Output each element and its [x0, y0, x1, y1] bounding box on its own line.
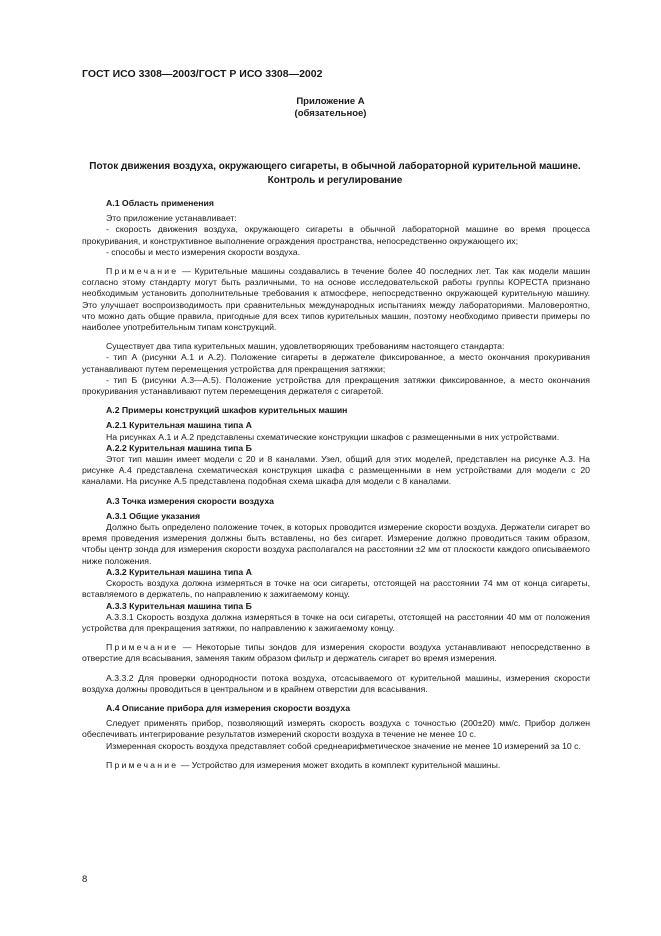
a1-types-intro: Существует два типа курительных машин, удовлетворяющих требованиям настоящего стандарта:: [106, 341, 505, 352]
a1-item1: - скорость движения воздуха, окружающего сигареты в обычной лабораторной машине во время процесса прокуривания, и конструктивное выполнение ограждения пространства, непосредственно окружающего их;: [82, 224, 590, 246]
note-text: — Устройство для измерения может входить в комплект курительной машины.: [178, 759, 501, 770]
a3-2-text: Скорость воздуха должна измеряться в точке на оси сигареты, отстоящей на расстоянии 74 мм от конца сигареты, вставляемого в держатель, по направлению к зажигаемому концу.: [82, 578, 590, 600]
section-a4-heading: А.4 Описание прибора для измерения скорости воздуха: [106, 702, 351, 713]
note-label: Примечание: [106, 759, 179, 770]
a4-p2: Измеренная скорость воздуха представляет собой среднеарифметическое значение не менее 10 измерений за 10 с.: [106, 740, 581, 751]
annex-title-line2: Контроль и регулирование: [267, 175, 403, 186]
a3-3-1-text: А.3.3.1 Скорость воздуха должна измеряться в точке на оси сигареты, отстоящей на расстоянии 40 мм от положения устройства для прекращения затяжки, по направлению к зажигаемому концу.: [82, 611, 590, 633]
a2-1-heading: А.2.1 Курительная машина типа А: [106, 420, 252, 431]
section-a1-heading: А.1 Область применения: [106, 198, 214, 208]
document-body: [82, 198, 590, 771]
note-label: Примечание: [106, 642, 179, 653]
a2-2-heading: А.2.2 Курительная машина типа Б: [106, 442, 252, 453]
annex-title-line1: Поток движения воздуха, окружающего сигареты, в обычной лабораторной курительной машине.: [89, 161, 581, 172]
a2-2-text: Этот тип машин имеет модели с 20 и 8 каналами. Узел, общий для этих моделей, представлен на рисунке А.3. На рисунке А.4 представлена схематическая конструкция шкафа с размещенными в нем устройствами для модели с 20 каналами. На рисунке А.5 представлена подобная схема шкафа для модели с 8 каналами.: [82, 454, 590, 487]
a1-intro: Это приложение устанавливает:: [106, 213, 237, 224]
note-label: Примечание: [106, 266, 179, 277]
a3-2-heading: А.3.2 Курительная машина типа А: [106, 566, 252, 577]
a1-note: [82, 266, 590, 333]
note-text: — Некоторые типы зондов для измерения скорости воздуха устанавливают непосредственно в отверстие для всасывания, заменяя таким образом фильтр и держатель сигарет во время измерения.: [82, 642, 590, 664]
a4-note: [82, 760, 590, 771]
annex-label: Приложение А: [296, 96, 365, 107]
annex-status: (обязательное): [294, 108, 367, 119]
note-text: — Курительные машины создавались в течение более 40 последних лет. Так как модели машин согласно этому стандарту могут быть различными, то на основе исследовательской работы группы КОРЕСТА признано необходимым установить дополнительные требования к атмосфере, непосредственно окружающей курительную машину. Это улучшает воспроизводимость при сравнительных международных испытаниях между лабораториями. Маловероятно, что можно дать общие правила, пригодные для всех типов курительных машин, поэтому необходимо привести примеры по наиболее употребительным типам конструкций.: [82, 266, 590, 333]
a1-type-a: - тип А (рисунки А.1 и А.2). Положение сигареты в держателе фиксированное, а место окончания прокуривания устанавливают путем перемещения устройства для прекращения затяжки;: [82, 352, 590, 374]
a2-1-text: На рисунках А.1 и А.2 представлены схематические конструкции шкафов с размещенными в них устройствами.: [106, 431, 560, 442]
section-a3-heading: А.3 Точка измерения скорости воздуха: [106, 495, 274, 506]
a3-1-text: Должно быть определено положение точек, в которых проводится измерение скорости воздуха. Держатели сигарет во время проведения измерения должны быть вставлены, но без сигарет. Измерение должно проводиться таким образом, чтобы центр зонда для измерения скорости воздуха располагался на расстоянии ±2 мм от плоскости каждого описываемого ниже положения.: [82, 522, 590, 566]
section-a2-heading: А.2 Примеры конструкций шкафов курительных машин: [106, 405, 348, 416]
a3-3-heading: А.3.3 Курительная машина типа Б: [106, 600, 252, 611]
a1-type-b: - тип Б (рисунки А.3—А.5). Положение устройства для прекращения затяжки фиксированное, а место окончания прокуривания устанавливают путем перемещения держателя с сигаретой.: [82, 374, 590, 397]
a3-3-2-text: А.3.3.2 Для проверки однородности потока воздуха, отсасываемого от курительной машины, измерения скорости воздуха должны проводиться в центральном и в крайнем отверстии для всасывания.: [82, 672, 590, 694]
document-header: ГОСТ ИСО 3308—2003/ГОСТ Р ИСО 3308—2002: [82, 68, 323, 80]
a4-p1: Следует применять прибор, позволяющий измерять скорость воздуха с точностью (200±20) мм/с. Прибор должен обеспечивать интегрирование результатов измерений скорости воздуха в течение не менее 10 с.: [82, 718, 590, 740]
a1-item2: - способы и место измерения скорости воздуха.: [106, 246, 300, 257]
a3-1-heading: А.3.1 Общие указания: [106, 510, 201, 521]
a3-note: [82, 642, 590, 664]
page-number: 8: [82, 874, 88, 885]
